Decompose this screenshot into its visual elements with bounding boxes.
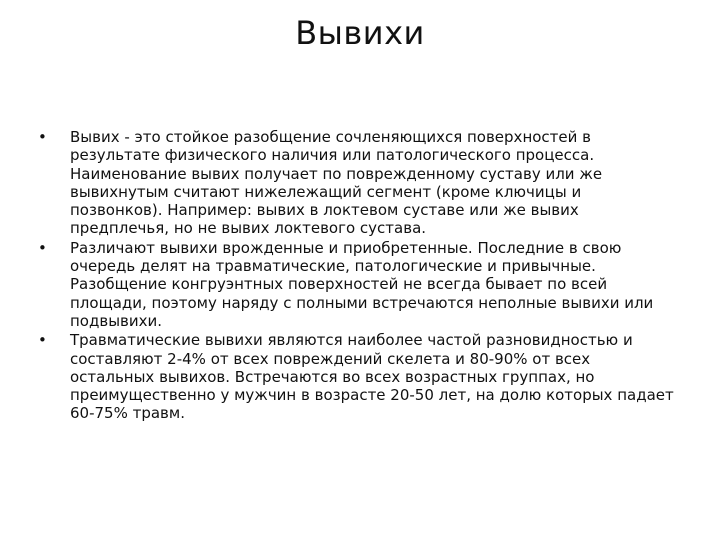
bullet-item-3 <box>38 331 678 422</box>
bullet-list <box>38 128 678 424</box>
bullet-text: Вывих - это стойкое разобщение сочленяющихся поверхностей в результате физического наличия или патологического процесса. Наименование вывих получает по поврежденному суставу или же вывихнутым считают нижележащий сегмент (кроме ключицы и позвонков). Например: вывих в локтевом суставе или же вывих предплечья, но не вывих локтевого сустава. <box>70 128 603 238</box>
bullet-text: Травматические вывихи являются наиболее частой разновидностью и составляют 2-4% от всех повреждений скелета и 80-90% от всех остальных вывихов. Встречаются во всех возрастных группах, но преимущественно у мужчин в возрасте 20-50 лет, на долю которых падает 60-75% травм. <box>70 331 674 423</box>
bullet-item-2 <box>38 239 678 330</box>
bullet-item-1 <box>38 128 678 238</box>
bullet-dot-icon: • <box>38 238 47 257</box>
bullet-dot-icon: • <box>38 331 47 350</box>
bullet-dot-icon: • <box>38 128 47 146</box>
slide-title: Вывихи <box>295 14 425 52</box>
bullet-text: Различают вывихи врожденные и приобретенные. Последние в свою очередь делят на травматические, патологические и привычные. Разобщение конгруэнтных поверхностей не всегда бывает по всей площади, поэтому наряду с полными встречаются неполные вывихи или подвывихи. <box>70 238 654 330</box>
